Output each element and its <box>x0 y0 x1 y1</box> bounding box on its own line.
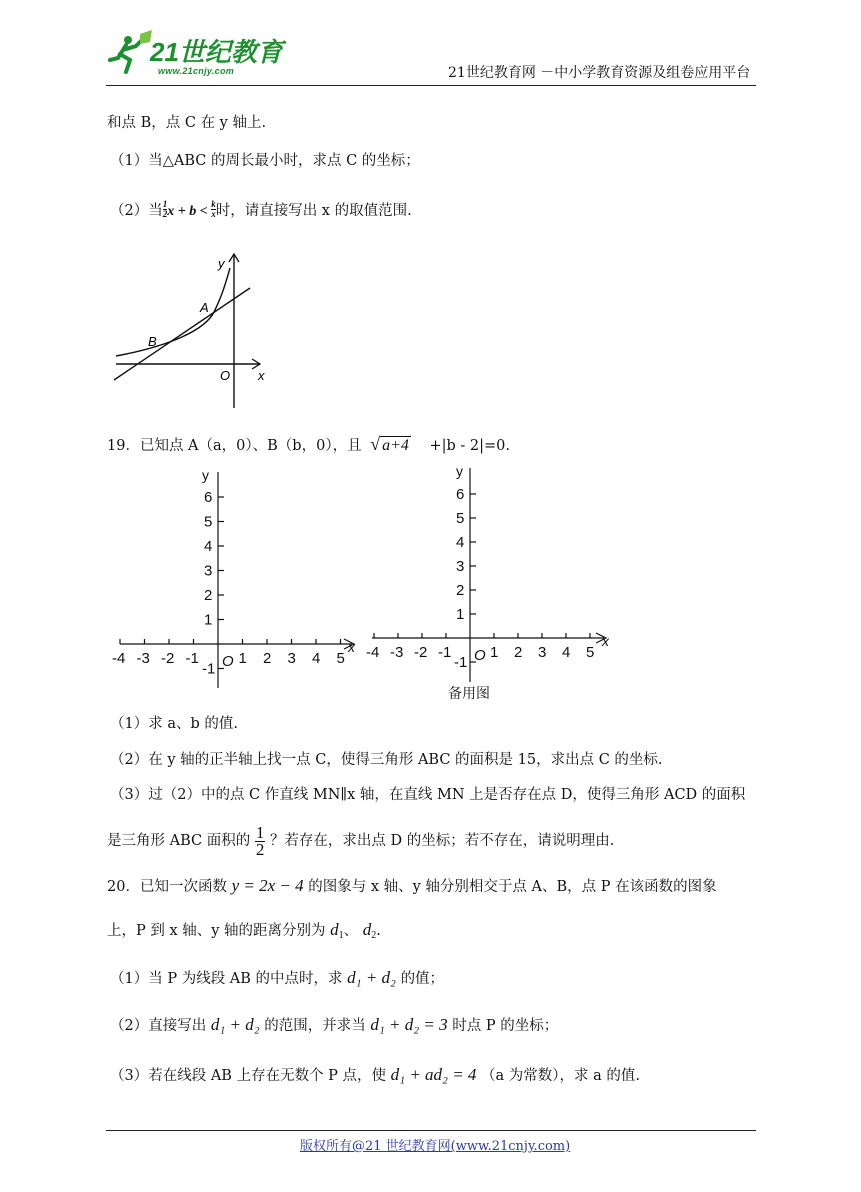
q19-axes-main <box>112 466 368 694</box>
q20-part1: （1）当 P 为线段 AB 的中点时，求 d₁ + d₂ 的值； <box>110 968 445 987</box>
q19-main-y-tick-label: 4 <box>204 538 213 555</box>
q18-point-b: B <box>148 334 157 349</box>
q20-part3: （3）若在线段 AB 上存在无数个 P 点，使 d₁ + ad₂ = 4 （a 为常数），求 a 的值. <box>110 1065 641 1084</box>
q19-stem: 19．已知点 A（a，0）、B（b，0），且 √ a+4 +|b - 2|=0. <box>107 434 511 454</box>
q19-backup-y-tick-label: 4 <box>456 534 465 551</box>
q19-main-y-tick-label: 5 <box>204 513 213 531</box>
q19-main-x-tick-label: 4 <box>312 650 321 667</box>
footer-rule <box>106 1130 756 1131</box>
logo-text: 21世纪教育 <box>150 37 283 67</box>
q20-stem2: 上，P 到 x 轴、y 轴的距离分别为 $d_1$、 $d_2$. <box>107 920 381 941</box>
q19-y-label: y <box>202 467 209 483</box>
q19-backup-origin: O <box>474 647 486 664</box>
q18-point-a: A <box>200 300 209 315</box>
q19-axes-backup <box>368 462 618 690</box>
q19-main-x-tick-label: -1 <box>185 650 199 667</box>
header-rule <box>106 85 756 86</box>
q18-inequality: $\frac{1}{2}$ x + b < $\frac{k}{x}$ <box>162 199 216 219</box>
q19-backup-x-tick-label: -2 <box>414 644 428 661</box>
q18-line0: 和点 B，点 C 在 y 轴上. <box>107 115 267 131</box>
q19-main-y-tick-label: -1 <box>202 660 216 678</box>
q19-backup-x-tick-label: -4 <box>366 644 380 661</box>
q18-part1: （1）当△ABC 的周长最小时，求点 C 的坐标； <box>110 153 420 169</box>
q19-backup-x-tick-label: 1 <box>490 644 499 661</box>
runner-icon <box>110 30 152 72</box>
q19-main-x-tick-label: -2 <box>161 650 175 667</box>
q20-stem1: 20．已知一次函数 y = 2x − 4 的图象与 x 轴、y 轴分别相交于点 A、B，点 P 在该函数的图象 <box>107 876 717 895</box>
q19-main-x-tick-label: 2 <box>263 650 272 667</box>
q19-backup-y-label: y <box>456 463 463 479</box>
q19-fraction: $\frac{1}{2}$ <box>255 822 265 859</box>
site-title: 21世纪教育网 －中小学教育资源及组卷应用平台 <box>448 65 751 81</box>
footer-copyright-link[interactable]: 版权所有@21 世纪教育网(www.21cnjy.com) <box>300 1139 571 1154</box>
q19-main-x-tick-label: 3 <box>287 650 296 667</box>
q19-backup-y-tick-label: 1 <box>456 606 465 623</box>
q19-sqrt: √ a+4 <box>370 434 409 454</box>
q19-backup-y-tick-label: 2 <box>456 582 465 599</box>
q19-main-y-tick-label: 3 <box>204 562 213 580</box>
q19-main-y-tick-label: 1 <box>204 611 213 629</box>
q19-main-x-tick-label: 5 <box>336 650 345 667</box>
q19-origin: O <box>222 653 234 670</box>
q19-part3-line1: （3）过（2）中的点 C 作直线 MN∥x 轴，在直线 MN 上是否存在点 D，使得三角形 ACD 的面积 <box>110 787 746 803</box>
q19-main-x-tick-label: -4 <box>112 650 126 667</box>
q19-backup-x-tick-label: 2 <box>514 644 523 661</box>
q18-origin: O <box>220 368 231 383</box>
q19-part1: （1）求 a、b 的值. <box>110 716 238 732</box>
q19-backup-y-tick-label: 3 <box>456 558 465 575</box>
q18-graph <box>110 252 270 412</box>
q19-backup-x-tick-label: 5 <box>586 644 595 661</box>
q19-backup-x-tick-label: 3 <box>538 644 547 661</box>
q19-backup-y-tick-label: 5 <box>456 510 465 527</box>
logo-url: www.21cnjy.com <box>158 66 235 76</box>
q19-backup-y-tick-label: 6 <box>456 486 465 503</box>
q19-main-x-tick-label: 1 <box>238 650 247 667</box>
q19-backup-caption: 备用图 <box>448 686 490 702</box>
q19-part3-line2: 是三角形 ABC 面积的 $\frac{1}{2}$ ？若存在，求出点 D 的坐标；若不存在，请说明理由. <box>107 822 615 859</box>
q19-x-label: x <box>348 639 355 655</box>
q19-main-y-tick-label: 2 <box>204 587 213 604</box>
q19-part2: （2）在 y 轴的正半轴上找一点 C，使得三角形 ABC 的面积是 15，求出点 C 的坐标. <box>110 752 663 768</box>
q19-main-y-tick-label: 6 <box>204 489 213 506</box>
q19-backup-x-tick-label: -3 <box>390 644 404 661</box>
q19-backup-x-tick-label: -1 <box>438 644 452 661</box>
q18-y-label: y <box>218 256 225 271</box>
q19-backup-x-tick-label: 4 <box>562 644 571 661</box>
q20-part2: （2）直接写出 d₁ + d₂ 的范围，并求当 d₁ + d₂ = 3 时点 P 的坐标； <box>110 1015 559 1034</box>
q19-backup-x-label: x <box>602 633 609 649</box>
q18-part2: （2）当 $\frac{1}{2}$ x + b < $\frac{k}{x}$ 时，请直接写出 x 的取值范围. <box>110 199 412 219</box>
q19-main-x-tick-label: -3 <box>136 650 150 667</box>
q18-x-label: x <box>258 368 265 383</box>
q19-backup-y-tick-label: -1 <box>454 654 468 671</box>
